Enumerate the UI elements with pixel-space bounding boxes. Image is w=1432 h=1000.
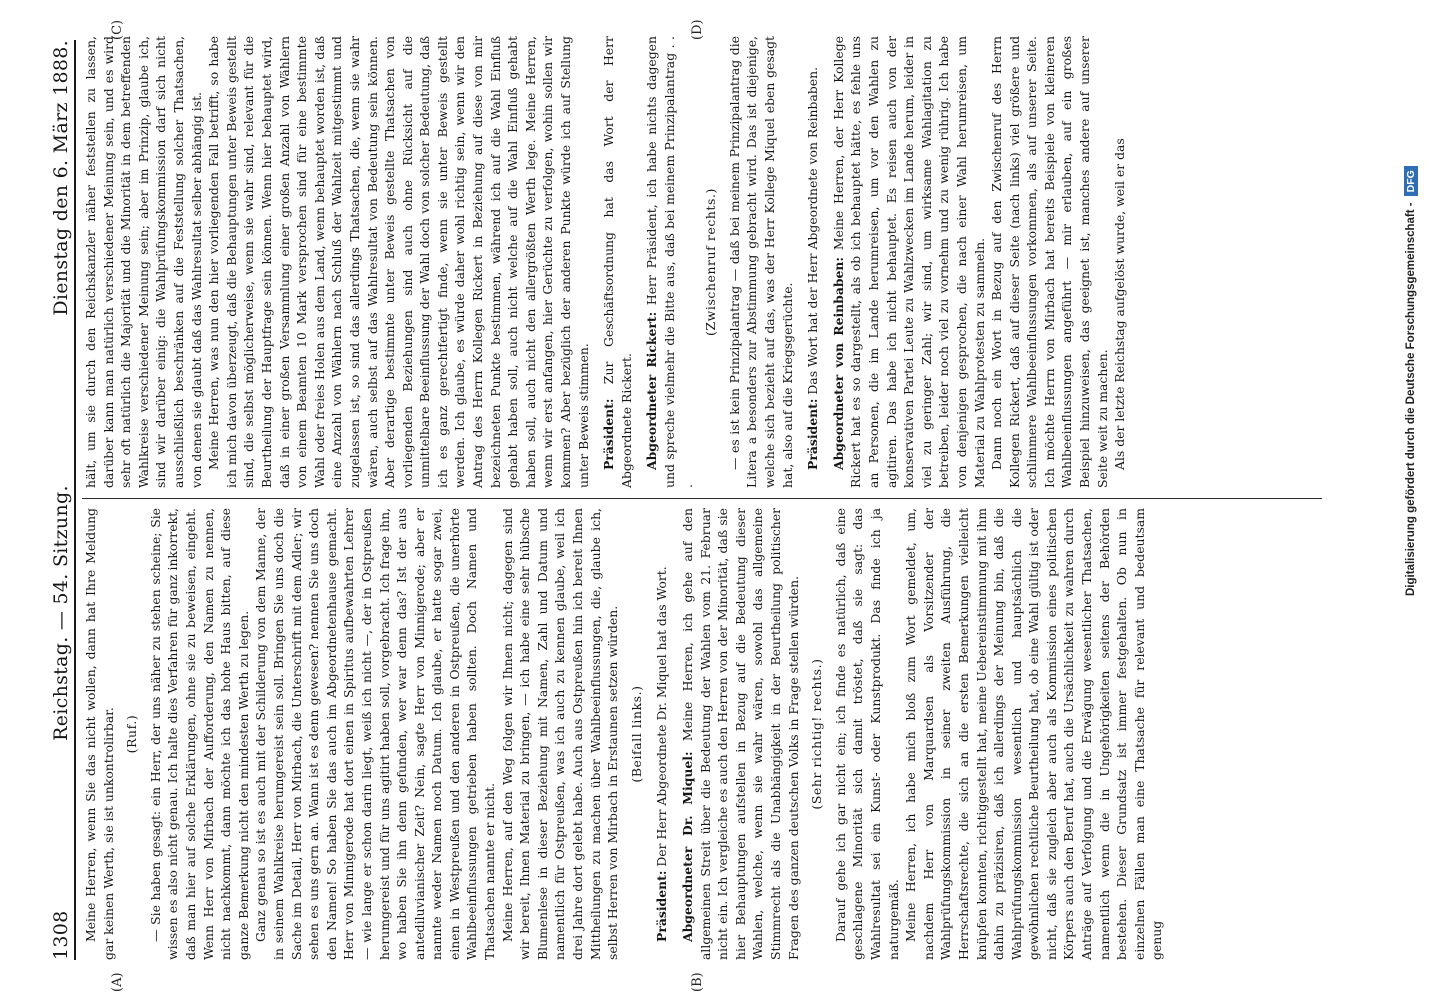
body-paragraph: Darauf gehe ich gar nicht ein; ich finde es natürlich, daß eine geschlagene Minorität sich damit tröstet, daß sie sagt: das Wahlresultat sei ein Kunst- oder Kunstprodukt. Das finde ich ja naturgemäß. bbox=[832, 508, 901, 960]
interjection: (Beifall links.) bbox=[628, 685, 644, 783]
body-paragraph: Meine Herren, was nun den hier vorliegenden Fall betrifft, so habe ich mich davon überzeugt, daß die Behauptungen unter Beweis gestellt sind, die selbst möglicherweise, wenn sie wahr sind, relevant für die Beurtheilung der Hauptfrage sein können. Wenn hier behauptet wird, daß in einer großen Versammlung einer großen Anzahl von Wählern von einem Beamten 10 Mark versprochen sind für eine bestimmte Wahl oder freies Holen aus dem Land, wenn behauptet worden ist, daß eine Anzahl von Wählern nach Schluß der Wahlzeit mitgestimmt und zugelassen ist, so sind das allerdings Thatsachen, die, wenn sie wahr wären, auch selbst auf das Wahlresultat von Bedeutung sein können. Aber derartige bestimmte unter Beweis gestellte Thatsachen von vorliegenden Beziehungen sind auch ohne Rücksicht auf die unmittelbare Beeinflussung der Wahl doch von solcher Bedeutung, daß ich es ganz gerechtfertigt finde, wenn sie unter Beweis gestellt werden. Ich glaube, es würde daher wohl richtig sein, wenn wir den Antrag des Herrn Kollegen Rickert in Beziehung auf diese von mir bezeichneten Punkte bestimmen, während ich auf die Wahl Einfluß gehabt haben soll, auch nicht welche auf die Wahl Einfluß gehabt haben soll, auch nicht den allergrößten Werth lege. Meine Herren, wenn wir erst anfangen, hier Gerüchte zu verfolgen, wohin sollen wir kommen? Aber bezüglich der anderen Punkte würde ich auf Stellung unter Beweis stimmen. bbox=[206, 36, 591, 488]
margin-mark-d: (D) bbox=[690, 19, 705, 40]
body-paragraph: Meine Herren, ich habe mich bloß zum Wort gemeldet, um, nachdem Herr von Marquardsen als Vorsitzender der Wahlprüfungskommission in seiner zweiten Ausführung, die Herrschaftsrechte, die sich an die ersten Bemerkungen vielleicht knüpfen konnten, richtiggestellt hat, meine Uebereinstimmung mit ihm dahin zu präzisiren, daß ich allerdings der Meinung bin, daß die Wahlprüfungskommission wesentlich und hauptsächlich die gewöhnlichen rechtliche Beurtheilung hat, ob eine Wahl gültig ist oder nicht, daß sie zugleich aber auch als Kommission eines politischen Körpers auch den Beruf hat, auch die Ursächlichkeit zu wahren durch Anträge auf Verfolgung und die Erwägung wesentlicher Thatsachen, namentlich wenn die in Ungehörigkeiten seitens der Behörden bestehen. Dieser Grundsatz ist immer festgehalten. Ob nun in einzelnen Fällen man eine Thatsache für relevant und bedeutsam genug bbox=[903, 508, 1165, 960]
speaker-paragraph bbox=[804, 36, 822, 488]
speaker-paragraph bbox=[679, 508, 802, 960]
page-number: 1308 bbox=[50, 910, 72, 960]
body-paragraph: — es ist kein Prinzipalantrag — daß bei meinem Prinzipalantrag die Litera a besonders zur Abstimmung gebracht wird. Das ist diejenige, welche sich bezieht auf das, was der Herr Kollege Miquel eben gesagt hat, also auf die Kriegsgerüchte. bbox=[726, 36, 795, 488]
speaker-paragraph bbox=[653, 508, 671, 960]
credit-text: Digitalisierung gefördert durch die Deutsche Forschungsgemeinschaft - bbox=[1405, 202, 1417, 596]
dfg-logo-badge: DFG bbox=[1404, 166, 1418, 196]
digitization-credit bbox=[1400, 6, 1422, 596]
speech-text: Das Wort hat der Herr Abgeordnete von Reinbaben. bbox=[805, 66, 821, 395]
body-paragraph: Meine Herren, auf den Weg folgen wir Ihnen nicht; dagegen sind wir bereit, Ihnen Material zu bringen, — ich habe eine sehr hübsche Blumenlese in dieser Beziehung mit Namen, Zahl und Datum und namentlich für Ostpreußen, was ich auch zu kennen glaube, weil ich drei Jahre dort gelebt habe. Auch aus Ostpreußen hin ich bereit Ihnen Mittheilungen zu machen über Wahlbeeinflussungen, die, glaube ich, selbst Herren von Mirbach in Erstaunen setzen würden. bbox=[499, 508, 621, 960]
column-divider bbox=[82, 498, 1322, 499]
margin-mark-b: (B) bbox=[690, 972, 705, 992]
session-date: Dienstag den 6. März 1888. bbox=[50, 40, 72, 316]
page-header bbox=[40, 40, 72, 960]
body-paragraph: — Sie haben gesagt: ein Herr, der uns näher zu stehen scheine; Sie wissen es also nicht genau. Ich halte dies Verfahren für ganz inkorrekt, daß man hier auf solche Erklärungen, ohne sie zu beweisen, eingeht. Wenn Herr von Mirbach der Aufforderung, den Namen zu nennen, nicht nachkommt, dann möchte ich das hohe Haus bitten, auf diese ganze Bemerkung nicht den mindesten Werth zu legen. bbox=[147, 508, 251, 960]
speech-text: Meine Herren, der Herr Kollege Rickert hat es so dargestellt, als ob ich behauptet hätte, es fehle uns an Personen, die im Lande herumreisen, um vor den Wahlen zu agitiren. Das habe ich nicht behauptet. Es reisen auch von der konservativen Partei Leute zu Wahlzwecken im Lande herum, leider in viel zu geringer Zahl; wir sind, um wirksame Wahlagitation zu betreiben, leider noch viel zu vornehm und zu wenig rührig. Ich habe von denjenigen gesprochen, die nach einer Wahl herumreisen, um Material zu Wahlprotesten zu sammeln. bbox=[830, 36, 987, 488]
body-paragraph: hält, um sie durch den Reichskanzler näher feststellen zu lassen, darüber kann man natürlich verschiedener Meinung sein, und es wird sehr oft natürlich die Majorität und die Minorität in dem betreffenden Wahlkreise verschiedener Meinung sein; aber im Prinzip, glaube ich, sind wir darüber einig: die Wahlprüfungskommission darf sich nicht ausschließlich beschränken auf die Feststellung solcher Thatsachen, von denen sie glaubt daß das Wahlresultat selber abhängig ist. bbox=[83, 36, 204, 488]
interjection: (Zwischenruf rechts.) bbox=[703, 188, 719, 336]
speaker-paragraph bbox=[643, 36, 696, 488]
left-column bbox=[82, 508, 1166, 960]
body-paragraph: Ganz genau so ist es auch mit der Schilderung von dem Manne, der in seinem Wahlkreise herumgereist sein soll. Bringen Sie uns doch die Sache im Detail, Herr von Mirbach, die Unterschrift mit dem Adler; wir sehen es uns gern an. Wann ist es denn gewesen? nennen Sie uns doch den Namen! So haben Sie das auch im Abgeordnetenhause gemacht. Herr von Minnigerode hat dort einen in Spiritus aufbewahrten Lehrer — wie lange er schon darin liegt, weiß ich nicht —, der in Ostpreußen herumgereist und für uns agitirt haben soll, vorgebracht. Ich frage ihn, wo haben Sie ihn denn gefunden, wer war denn das? Ist der aus antediluvianischer Zeit? Nein, sagte Herr von Minnigerode; aber er nannte weder Namen noch Datum. Ich glaube, er hatte sogar zwei, einen in Westpreußen und den anderen in Ostpreußen, die unerhörte Wahlbeeinflussungen getrieben haben sollten. Doch Namen und Thatsachen nannte er nicht. bbox=[253, 508, 498, 960]
running-title: Reichstag. — 54. Sitzung. bbox=[50, 485, 72, 741]
speaker-name: Präsident: bbox=[654, 870, 670, 942]
speaker-name: Abgeordneter Dr. Miquel: bbox=[680, 751, 695, 942]
body-paragraph: Als der letzte Reichstag aufgelöst wurde, weil er das bbox=[1112, 138, 1128, 470]
speech-text: Zur Geschäftsordnung hat das Wort der Herr Abgeordnete Rickert. bbox=[601, 36, 634, 488]
speaker-name: Präsident: bbox=[805, 398, 821, 470]
header-rule bbox=[74, 40, 76, 960]
speech-text: Der Herr Abgeordnete Dr. Miquel hat das Wort. bbox=[654, 566, 670, 867]
body-paragraph: Dann noch ein Wort in Bezug auf den Zwischenruf des Herrn Kollegen Rickert, daß auf dieser Seite (nach links) viel größere und schlimmere Wahlbeeinflussungen vorkommen, als auf unserer Seite. Ich möchte Herrn von Mirbach hat bereits Beispiele von kleineren Wahlbeeinflussungen angeführt — mir erlauben, auf ein großes Beispiel hinzuweisen, das geeignet ist, manches andere auf unserer Seite weit zu machen. bbox=[989, 36, 1110, 488]
margin-mark-c: (C) bbox=[110, 19, 125, 40]
speaker-paragraph bbox=[600, 36, 635, 488]
body-paragraph: Meine Herren, wenn Sie das nicht wollen, dann hat Ihre Meldung gar keinen Werth, sie ist unkontrolirbar. bbox=[83, 508, 116, 960]
right-column bbox=[82, 36, 1129, 488]
interjection: (Ruf.) bbox=[124, 714, 140, 754]
speaker-paragraph bbox=[830, 36, 988, 488]
speaker-name: Präsident: bbox=[601, 398, 617, 470]
interjection: (Sehr richtig! rechts.) bbox=[809, 658, 825, 810]
speaker-name: Abgeordneter von Reinbaben: bbox=[830, 257, 846, 470]
margin-mark-a: (A) bbox=[110, 972, 125, 992]
speaker-name: Abgeordneter Rickert: bbox=[644, 311, 660, 470]
speech-text: Meine Herren, ich gehe auf den allgemeinen Streit über die Bedeutung der Wahlen vom 21. Februar nicht ein. Ich vergleiche es auch den Herren von der Minorität, daß sie hier Behauptungen aufstellen in Bezug auf die Bedeutung dieser Wahlen, welche, wenn sie wahr wären, sowohl das allgemeine Stimmrecht als die Unabhängigkeit in der Beurtheilung politischer Fragen des ganzen deutschen Volks in Frage stellen würden. bbox=[680, 508, 801, 960]
speech-text: Herr Präsident, ich habe nichts dagegen und spreche vielmehr die Bitte aus, daß bei meinem Prinzipalantrag . . . bbox=[644, 36, 695, 488]
